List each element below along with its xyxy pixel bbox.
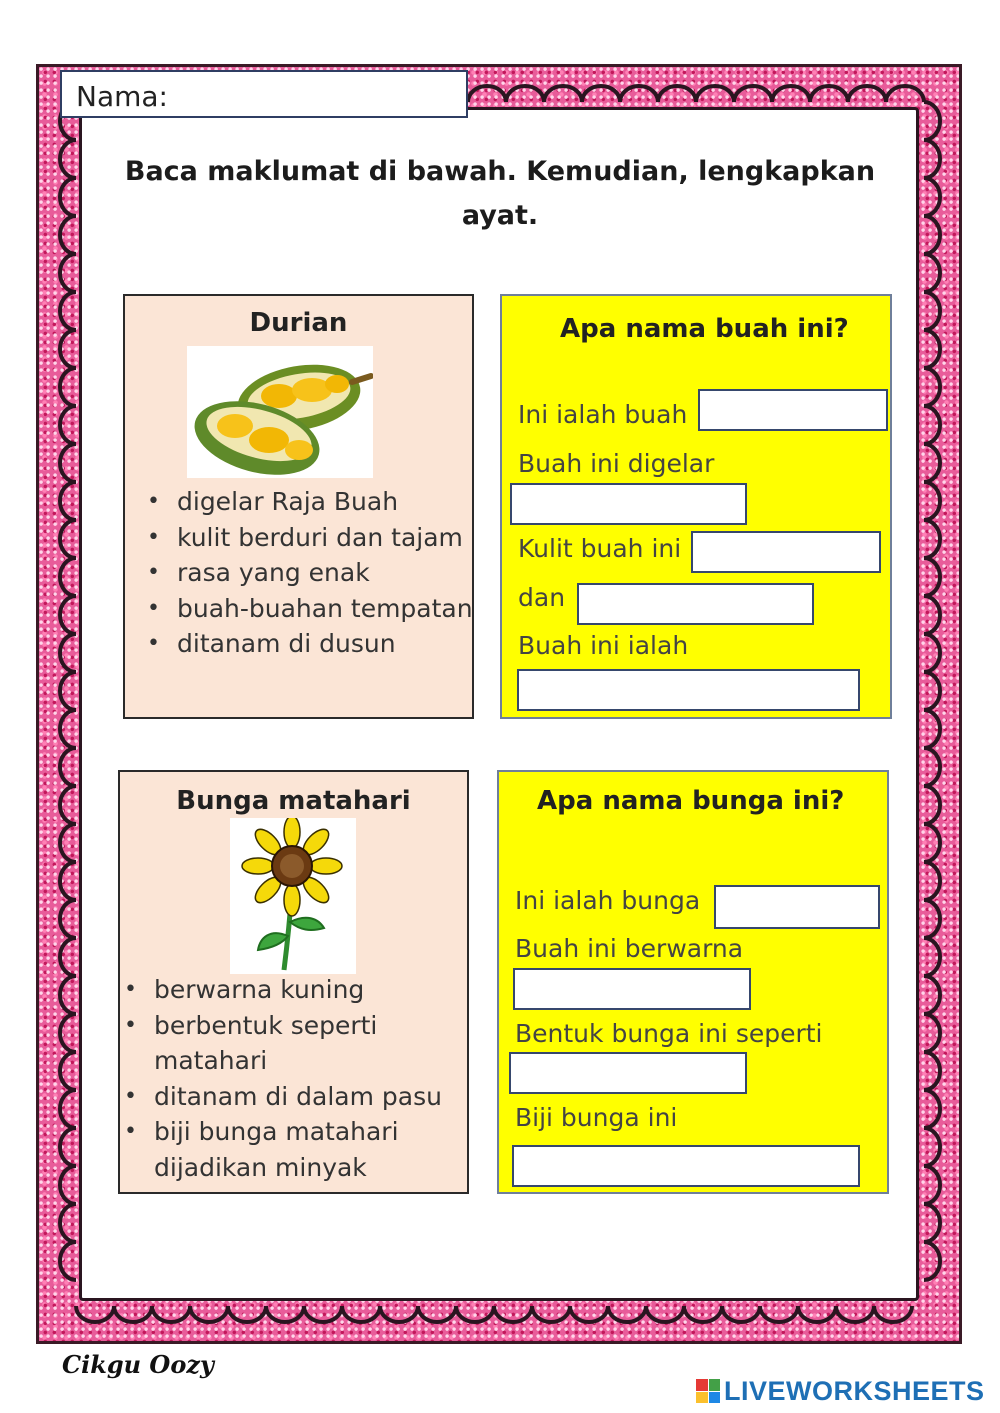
list-item: • buah-buahan tempatan [125,591,476,627]
name-label: Nama: [76,80,168,113]
list-item: • rasa yang enak [125,555,476,591]
sunflower-facts [102,972,471,1185]
durian-line-3: Kulit buah ini [518,534,682,563]
sunflower-question-title: Apa nama bunga ini? [537,786,845,816]
list-item: • berbentuk seperti matahari [102,1008,471,1079]
sunflower-answer-3[interactable] [509,1052,747,1094]
durian-info-box [123,294,474,719]
durian-question-title: Apa nama buah ini? [560,314,849,344]
sunflower-line-1: Ini ialah bunga [515,886,701,915]
sunflower-answer-4[interactable] [512,1145,860,1187]
durian-answer-4[interactable] [577,583,814,625]
durian-line-1: Ini ialah buah [518,400,688,429]
sunflower-line-4: Biji bunga ini [515,1103,678,1132]
liveworksheets-logo-icon [696,1379,720,1403]
durian-answer-3[interactable] [691,531,881,573]
list-item: • ditanam di dusun [125,626,476,662]
brand-text: LIVEWORKSHEETS [724,1375,985,1406]
name-field[interactable] [60,70,468,118]
sunflower-answer-1[interactable] [714,885,880,929]
sunflower-line-2: Buah ini berwarna [515,934,744,963]
sunflower-image [230,818,356,974]
durian-facts [125,484,476,662]
instruction-text: Baca maklumat di bawah. Kemudian, lengkapkan ayat. [124,156,876,231]
sunflower-info-box [118,770,469,1194]
list-item: • biji bunga matahari dijadikan minyak [102,1114,471,1185]
sunflower-question-box [497,770,889,1194]
durian-line-5: Buah ini ialah [518,631,689,660]
list-item: • ditanam di dalam pasu [102,1079,471,1115]
durian-answer-5[interactable] [517,669,860,711]
list-item: • kulit berduri dan tajam [125,520,476,556]
durian-question-box [500,294,892,719]
sunflower-line-3: Bentuk bunga ini seperti [515,1019,823,1048]
durian-image [187,346,373,478]
durian-line-4: dan [518,583,566,612]
list-item: • digelar Raja Buah [125,484,476,520]
durian-answer-2[interactable] [510,483,747,525]
sunflower-answer-2[interactable] [513,968,751,1010]
durian-answer-1[interactable] [698,389,888,431]
list-item: • berwarna kuning [102,972,471,1008]
durian-title: Durian [249,308,348,338]
durian-line-2: Buah ini digelar [518,449,715,478]
sunflower-title: Bunga matahari [176,786,411,816]
author-signature: Cikgu Oozy [62,1350,214,1379]
liveworksheets-brand[interactable] [696,1374,985,1408]
